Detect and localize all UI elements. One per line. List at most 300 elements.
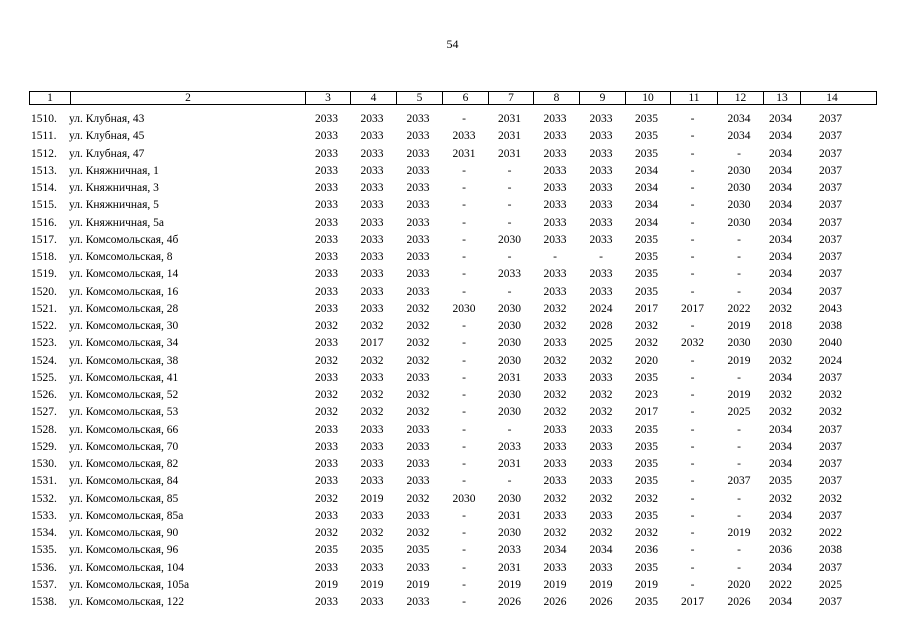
year-cell: 2034 — [589, 544, 613, 557]
row-number: 1536. — [31, 561, 57, 574]
year-cell: - — [690, 113, 695, 125]
year-cell: - — [462, 389, 466, 401]
year-cell: - — [553, 251, 557, 263]
row-number: 1513. — [31, 164, 57, 177]
year-cell: 2032 — [543, 492, 567, 505]
year-cell: 2033 — [589, 561, 613, 574]
year-cell: 2035 — [635, 458, 658, 470]
year-cell: - — [690, 182, 695, 194]
year-cell: - — [507, 199, 512, 212]
year-cell: 2030 — [498, 233, 521, 246]
year-cell: 2035 — [635, 475, 658, 488]
year-cell: - — [462, 251, 466, 263]
year-cell: - — [690, 130, 695, 143]
year-cell: - — [737, 233, 741, 246]
year-cell: 2035 — [635, 423, 658, 436]
year-cell: 2034 — [769, 268, 792, 281]
year-cell: 2033 — [406, 509, 430, 522]
year-cell: 2025 — [727, 406, 751, 419]
year-cell: 2019 — [360, 492, 384, 505]
year-cell: 2032 — [819, 406, 842, 419]
year-cell: 2032 — [406, 492, 430, 505]
year-cell: 2032 — [769, 354, 792, 367]
year-cell: 2033 — [406, 371, 430, 384]
table-row — [29, 249, 877, 266]
year-cell: 2030 — [727, 337, 751, 350]
year-cell: 2033 — [406, 251, 430, 263]
year-cell: 2037 — [819, 113, 842, 125]
year-cell: 2034 — [769, 216, 792, 229]
year-cell: 2032 — [315, 320, 338, 332]
year-cell: 2033 — [543, 285, 567, 298]
table-row — [29, 128, 877, 145]
year-cell: 2033 — [315, 233, 338, 246]
table-row — [29, 422, 877, 439]
year-cell: 2037 — [819, 561, 842, 574]
row-number: 1526. — [31, 389, 57, 401]
table-row — [29, 180, 877, 197]
year-cell: 2035 — [635, 285, 658, 298]
year-cell: 2033 — [315, 216, 338, 229]
year-cell: 2033 — [360, 216, 384, 229]
year-cell: 2035 — [360, 544, 384, 557]
year-cell: 2032 — [589, 354, 613, 367]
year-cell: 2032 — [543, 406, 567, 419]
year-cell: 2033 — [360, 251, 384, 263]
year-cell: 2033 — [315, 337, 338, 350]
year-cell: 2037 — [819, 251, 842, 263]
year-cell: - — [690, 406, 695, 419]
year-cell: - — [690, 216, 695, 229]
address-cell: ул. Комсомольская, 96 — [69, 544, 179, 557]
table-row — [29, 594, 877, 611]
year-cell: - — [737, 371, 741, 384]
year-cell: 2033 — [360, 371, 384, 384]
row-number: 1525. — [31, 371, 57, 384]
table-row — [29, 215, 877, 232]
address-cell: ул. Комсомольская, 90 — [69, 527, 179, 539]
year-cell: 2034 — [769, 251, 792, 263]
year-cell: 2033 — [360, 147, 384, 160]
year-cell: 2033 — [543, 199, 567, 212]
year-cell: 2022 — [727, 302, 751, 315]
table-row — [29, 577, 877, 594]
year-cell: - — [690, 320, 695, 332]
year-cell: 2030 — [498, 389, 521, 401]
year-cell: 2034 — [635, 182, 658, 194]
header-cell: 11 — [670, 92, 717, 104]
year-cell: 2033 — [589, 164, 613, 177]
year-cell: - — [737, 561, 741, 574]
year-cell: 2037 — [819, 182, 842, 194]
year-cell: 2019 — [360, 578, 384, 591]
year-cell: 2018 — [769, 320, 792, 332]
year-cell: 2032 — [635, 320, 658, 332]
year-cell: 2035 — [635, 251, 658, 263]
year-cell: 2030 — [498, 320, 521, 332]
year-cell: 2033 — [589, 182, 613, 194]
year-cell: 2032 — [543, 320, 567, 332]
year-cell: 2032 — [543, 302, 567, 315]
address-cell: ул. Комсомольская, 82 — [69, 458, 179, 470]
year-cell: 2022 — [769, 578, 792, 591]
year-cell: 2033 — [589, 371, 613, 384]
year-cell: 2033 — [589, 147, 613, 160]
year-cell: 2033 — [360, 113, 384, 125]
year-cell: - — [462, 440, 466, 453]
row-number: 1529. — [31, 440, 57, 453]
year-cell: 2025 — [589, 337, 613, 350]
year-cell: 2034 — [635, 164, 658, 177]
table-row — [29, 111, 877, 128]
year-cell: 2032 — [769, 527, 792, 539]
header-cell: 3 — [305, 92, 350, 104]
year-cell: 2034 — [769, 130, 792, 143]
year-cell: 2032 — [406, 302, 430, 315]
address-cell: ул. Комсомольская, 105а — [69, 578, 190, 591]
year-cell: - — [462, 596, 466, 608]
header-cell: 8 — [533, 92, 579, 104]
header-cell: 13 — [763, 92, 800, 104]
year-cell: 2033 — [589, 285, 613, 298]
year-cell: - — [462, 233, 466, 246]
table-row — [29, 146, 877, 163]
year-cell: 2033 — [543, 164, 567, 177]
year-cell: 2033 — [589, 233, 613, 246]
year-cell: 2037 — [819, 130, 842, 143]
year-cell: 2030 — [727, 199, 751, 212]
year-cell: 2033 — [315, 268, 338, 281]
year-cell: 2034 — [769, 199, 792, 212]
year-cell: 2032 — [360, 406, 384, 419]
year-cell: 2033 — [360, 233, 384, 246]
year-cell: 2032 — [681, 337, 704, 350]
table-row — [29, 301, 877, 318]
address-cell: ул. Комсомольская, 8 — [69, 251, 173, 263]
year-cell: - — [507, 475, 512, 488]
row-number: 1514. — [31, 182, 57, 194]
address-cell: ул. Комсомольская, 41 — [69, 371, 179, 384]
row-number: 1524. — [31, 354, 57, 367]
year-cell: 2037 — [819, 147, 842, 160]
year-cell: 2023 — [635, 389, 658, 401]
year-cell: 2037 — [819, 475, 842, 488]
year-cell: - — [690, 389, 695, 401]
address-cell: ул. Комсомольская, 28 — [69, 302, 179, 315]
header-cell: 5 — [396, 92, 442, 104]
data-table — [29, 91, 877, 611]
year-cell: 2033 — [589, 440, 613, 453]
year-cell: 2035 — [635, 233, 658, 246]
year-cell: 2033 — [315, 147, 338, 160]
year-cell: 2032 — [406, 389, 430, 401]
year-cell: - — [690, 268, 695, 281]
year-cell: 2033 — [360, 199, 384, 212]
year-cell: 2033 — [315, 458, 338, 470]
year-cell: - — [462, 458, 466, 470]
year-cell: 2033 — [315, 113, 338, 125]
address-cell: ул. Комсомольская, 4б — [69, 233, 179, 246]
year-cell: - — [737, 423, 741, 436]
year-cell: 2033 — [315, 423, 338, 436]
year-cell: 2033 — [589, 216, 613, 229]
year-cell: 2037 — [819, 423, 842, 436]
year-cell: 2034 — [769, 164, 792, 177]
year-cell: 2035 — [769, 475, 792, 488]
header-cell: 4 — [350, 92, 396, 104]
header-cell: 2 — [70, 92, 305, 104]
row-number: 1510. — [31, 113, 57, 125]
year-cell: 2034 — [769, 147, 792, 160]
year-cell: - — [507, 251, 512, 263]
year-cell: 2033 — [360, 164, 384, 177]
year-cell: 2037 — [819, 285, 842, 298]
year-cell: 2033 — [406, 147, 430, 160]
year-cell: 2035 — [635, 440, 658, 453]
year-cell: 2030 — [769, 337, 792, 350]
header-cell: 6 — [442, 92, 488, 104]
year-cell: 2037 — [819, 509, 842, 522]
year-cell: - — [462, 561, 466, 574]
year-cell: 2032 — [406, 320, 430, 332]
year-cell: 2033 — [406, 458, 430, 470]
year-cell: 2033 — [360, 509, 384, 522]
row-number: 1530. — [31, 458, 57, 470]
year-cell: 2033 — [360, 285, 384, 298]
year-cell: 2033 — [543, 337, 567, 350]
row-number: 1520. — [31, 285, 57, 298]
year-cell: 2032 — [589, 492, 613, 505]
year-cell: 2033 — [498, 544, 521, 557]
year-cell: 2033 — [406, 216, 430, 229]
year-cell: - — [690, 354, 695, 367]
year-cell: 2032 — [769, 389, 792, 401]
year-cell: 2033 — [589, 509, 613, 522]
year-cell: 2031 — [452, 147, 476, 160]
year-cell: 2033 — [406, 182, 430, 194]
address-cell: ул. Комсомольская, 53 — [69, 406, 179, 419]
row-number: 1537. — [31, 578, 57, 591]
year-cell: 2032 — [589, 406, 613, 419]
year-cell: 2033 — [543, 130, 567, 143]
year-cell: 2032 — [360, 527, 384, 539]
year-cell: - — [690, 423, 695, 436]
year-cell: 2035 — [635, 268, 658, 281]
year-cell: 2033 — [406, 164, 430, 177]
year-cell: 2033 — [315, 440, 338, 453]
row-number: 1521. — [31, 302, 57, 315]
year-cell: 2033 — [360, 130, 384, 143]
year-cell: 2032 — [406, 354, 430, 367]
year-cell: 2034 — [769, 285, 792, 298]
year-cell: 2019 — [406, 578, 430, 591]
year-cell: 2033 — [406, 268, 430, 281]
address-cell: ул. Клубная, 43 — [69, 113, 145, 125]
year-cell: 2032 — [543, 354, 567, 367]
year-cell: 2020 — [635, 354, 658, 367]
year-cell: 2034 — [635, 199, 658, 212]
table-row — [29, 508, 877, 525]
table-row — [29, 163, 877, 180]
year-cell: 2032 — [406, 527, 430, 539]
year-cell: 2034 — [727, 130, 751, 143]
year-cell: 2031 — [498, 458, 521, 470]
year-cell: - — [462, 544, 466, 557]
year-cell: - — [507, 182, 512, 194]
year-cell: - — [462, 371, 466, 384]
year-cell: - — [462, 509, 466, 522]
year-cell: 2033 — [406, 130, 430, 143]
year-cell: 2034 — [635, 216, 658, 229]
year-cell: 2032 — [315, 354, 338, 367]
header-cell: 7 — [488, 92, 533, 104]
year-cell: 2035 — [635, 596, 658, 608]
year-cell: - — [462, 216, 466, 229]
year-cell: - — [690, 440, 695, 453]
year-cell: 2031 — [498, 371, 521, 384]
year-cell: 2033 — [543, 182, 567, 194]
year-cell: 2032 — [635, 527, 658, 539]
year-cell: - — [462, 475, 466, 488]
year-cell: - — [462, 406, 466, 419]
year-cell: - — [690, 251, 695, 263]
header-cell: 10 — [625, 92, 670, 104]
year-cell: - — [690, 164, 695, 177]
table-row — [29, 232, 877, 249]
year-cell: 2033 — [315, 251, 338, 263]
year-cell: 2033 — [543, 423, 567, 436]
year-cell: 2033 — [360, 423, 384, 436]
year-cell: 2019 — [315, 578, 338, 591]
row-number: 1523. — [31, 337, 57, 350]
row-number: 1531. — [31, 475, 57, 488]
year-cell: 2034 — [769, 440, 792, 453]
address-cell: ул. Комсомольская, 122 — [69, 596, 185, 608]
year-cell: - — [462, 182, 466, 194]
row-number: 1533. — [31, 509, 57, 522]
year-cell: 2019 — [498, 578, 521, 591]
table-row — [29, 266, 877, 283]
year-cell: 2019 — [727, 389, 751, 401]
year-cell: 2033 — [360, 268, 384, 281]
year-cell: 2032 — [360, 354, 384, 367]
year-cell: 2026 — [589, 596, 613, 608]
year-cell: 2033 — [360, 182, 384, 194]
year-cell: 2033 — [315, 199, 338, 212]
year-cell: - — [690, 527, 695, 539]
year-cell: - — [737, 509, 741, 522]
address-cell: ул. Комсомольская, 30 — [69, 320, 179, 332]
year-cell: 2033 — [360, 440, 384, 453]
year-cell: 2030 — [498, 406, 521, 419]
year-cell: 2019 — [727, 320, 751, 332]
table-row — [29, 525, 877, 542]
year-cell: - — [690, 371, 695, 384]
year-cell: 2032 — [360, 320, 384, 332]
address-cell: ул. Комсомольская, 104 — [69, 561, 185, 574]
year-cell: 2037 — [819, 458, 842, 470]
address-cell: ул. Княжничная, 5 — [69, 199, 159, 212]
address-cell: ул. Комсомольская, 84 — [69, 475, 179, 488]
year-cell: 2035 — [315, 544, 338, 557]
year-cell: - — [462, 527, 466, 539]
table-row — [29, 439, 877, 456]
year-cell: 2030 — [452, 302, 476, 315]
year-cell: 2033 — [360, 596, 384, 608]
year-cell: 2031 — [498, 509, 521, 522]
year-cell: 2036 — [769, 544, 792, 557]
row-number: 1515. — [31, 199, 57, 212]
year-cell: 2033 — [452, 130, 476, 143]
address-cell: ул. Комсомольская, 34 — [69, 337, 179, 350]
year-cell: 2028 — [589, 320, 613, 332]
year-cell: - — [462, 199, 466, 212]
year-cell: 2025 — [819, 578, 842, 591]
year-cell: 2033 — [589, 199, 613, 212]
year-cell: - — [507, 216, 512, 229]
year-cell: 2032 — [315, 406, 338, 419]
table-row — [29, 542, 877, 559]
row-number: 1528. — [31, 423, 57, 436]
year-cell: 2032 — [543, 389, 567, 401]
address-cell: ул. Клубная, 47 — [69, 147, 145, 160]
address-cell: ул. Комсомольская, 38 — [69, 354, 179, 367]
year-cell: - — [462, 320, 466, 332]
year-cell: 2033 — [315, 371, 338, 384]
table-row — [29, 284, 877, 301]
table-row — [29, 335, 877, 352]
row-number: 1511. — [31, 130, 57, 143]
year-cell: 2033 — [589, 458, 613, 470]
year-cell: 2033 — [315, 475, 338, 488]
year-cell: 2033 — [406, 440, 430, 453]
year-cell: 2017 — [635, 302, 658, 315]
year-cell: 2031 — [498, 147, 521, 160]
year-cell: - — [690, 578, 695, 591]
row-number: 1534. — [31, 527, 57, 539]
year-cell: 2034 — [769, 458, 792, 470]
year-cell: 2032 — [589, 527, 613, 539]
table-row — [29, 353, 877, 370]
year-cell: 2032 — [406, 406, 430, 419]
year-cell: 2033 — [589, 268, 613, 281]
year-cell: 2033 — [315, 596, 338, 608]
year-cell: 2033 — [498, 268, 521, 281]
year-cell: 2033 — [406, 475, 430, 488]
year-cell: 2030 — [498, 492, 521, 505]
year-cell: 2033 — [406, 113, 430, 125]
year-cell: 2031 — [498, 561, 521, 574]
row-number: 1538. — [31, 596, 57, 608]
year-cell: - — [737, 285, 741, 298]
year-cell: 2033 — [543, 147, 567, 160]
year-cell: 2032 — [769, 302, 792, 315]
table-header-row — [29, 91, 877, 105]
year-cell: 2031 — [498, 130, 521, 143]
year-cell: - — [737, 458, 741, 470]
year-cell: 2037 — [819, 596, 842, 608]
year-cell: 2019 — [727, 354, 751, 367]
year-cell: 2017 — [681, 596, 704, 608]
year-cell: 2032 — [315, 389, 338, 401]
year-cell: - — [599, 251, 603, 263]
year-cell: 2033 — [543, 509, 567, 522]
year-cell: - — [737, 147, 741, 160]
address-cell: ул. Комсомольская, 85а — [69, 509, 184, 522]
year-cell: 2040 — [819, 337, 842, 350]
year-cell: 2033 — [543, 440, 567, 453]
year-cell: - — [462, 578, 466, 591]
